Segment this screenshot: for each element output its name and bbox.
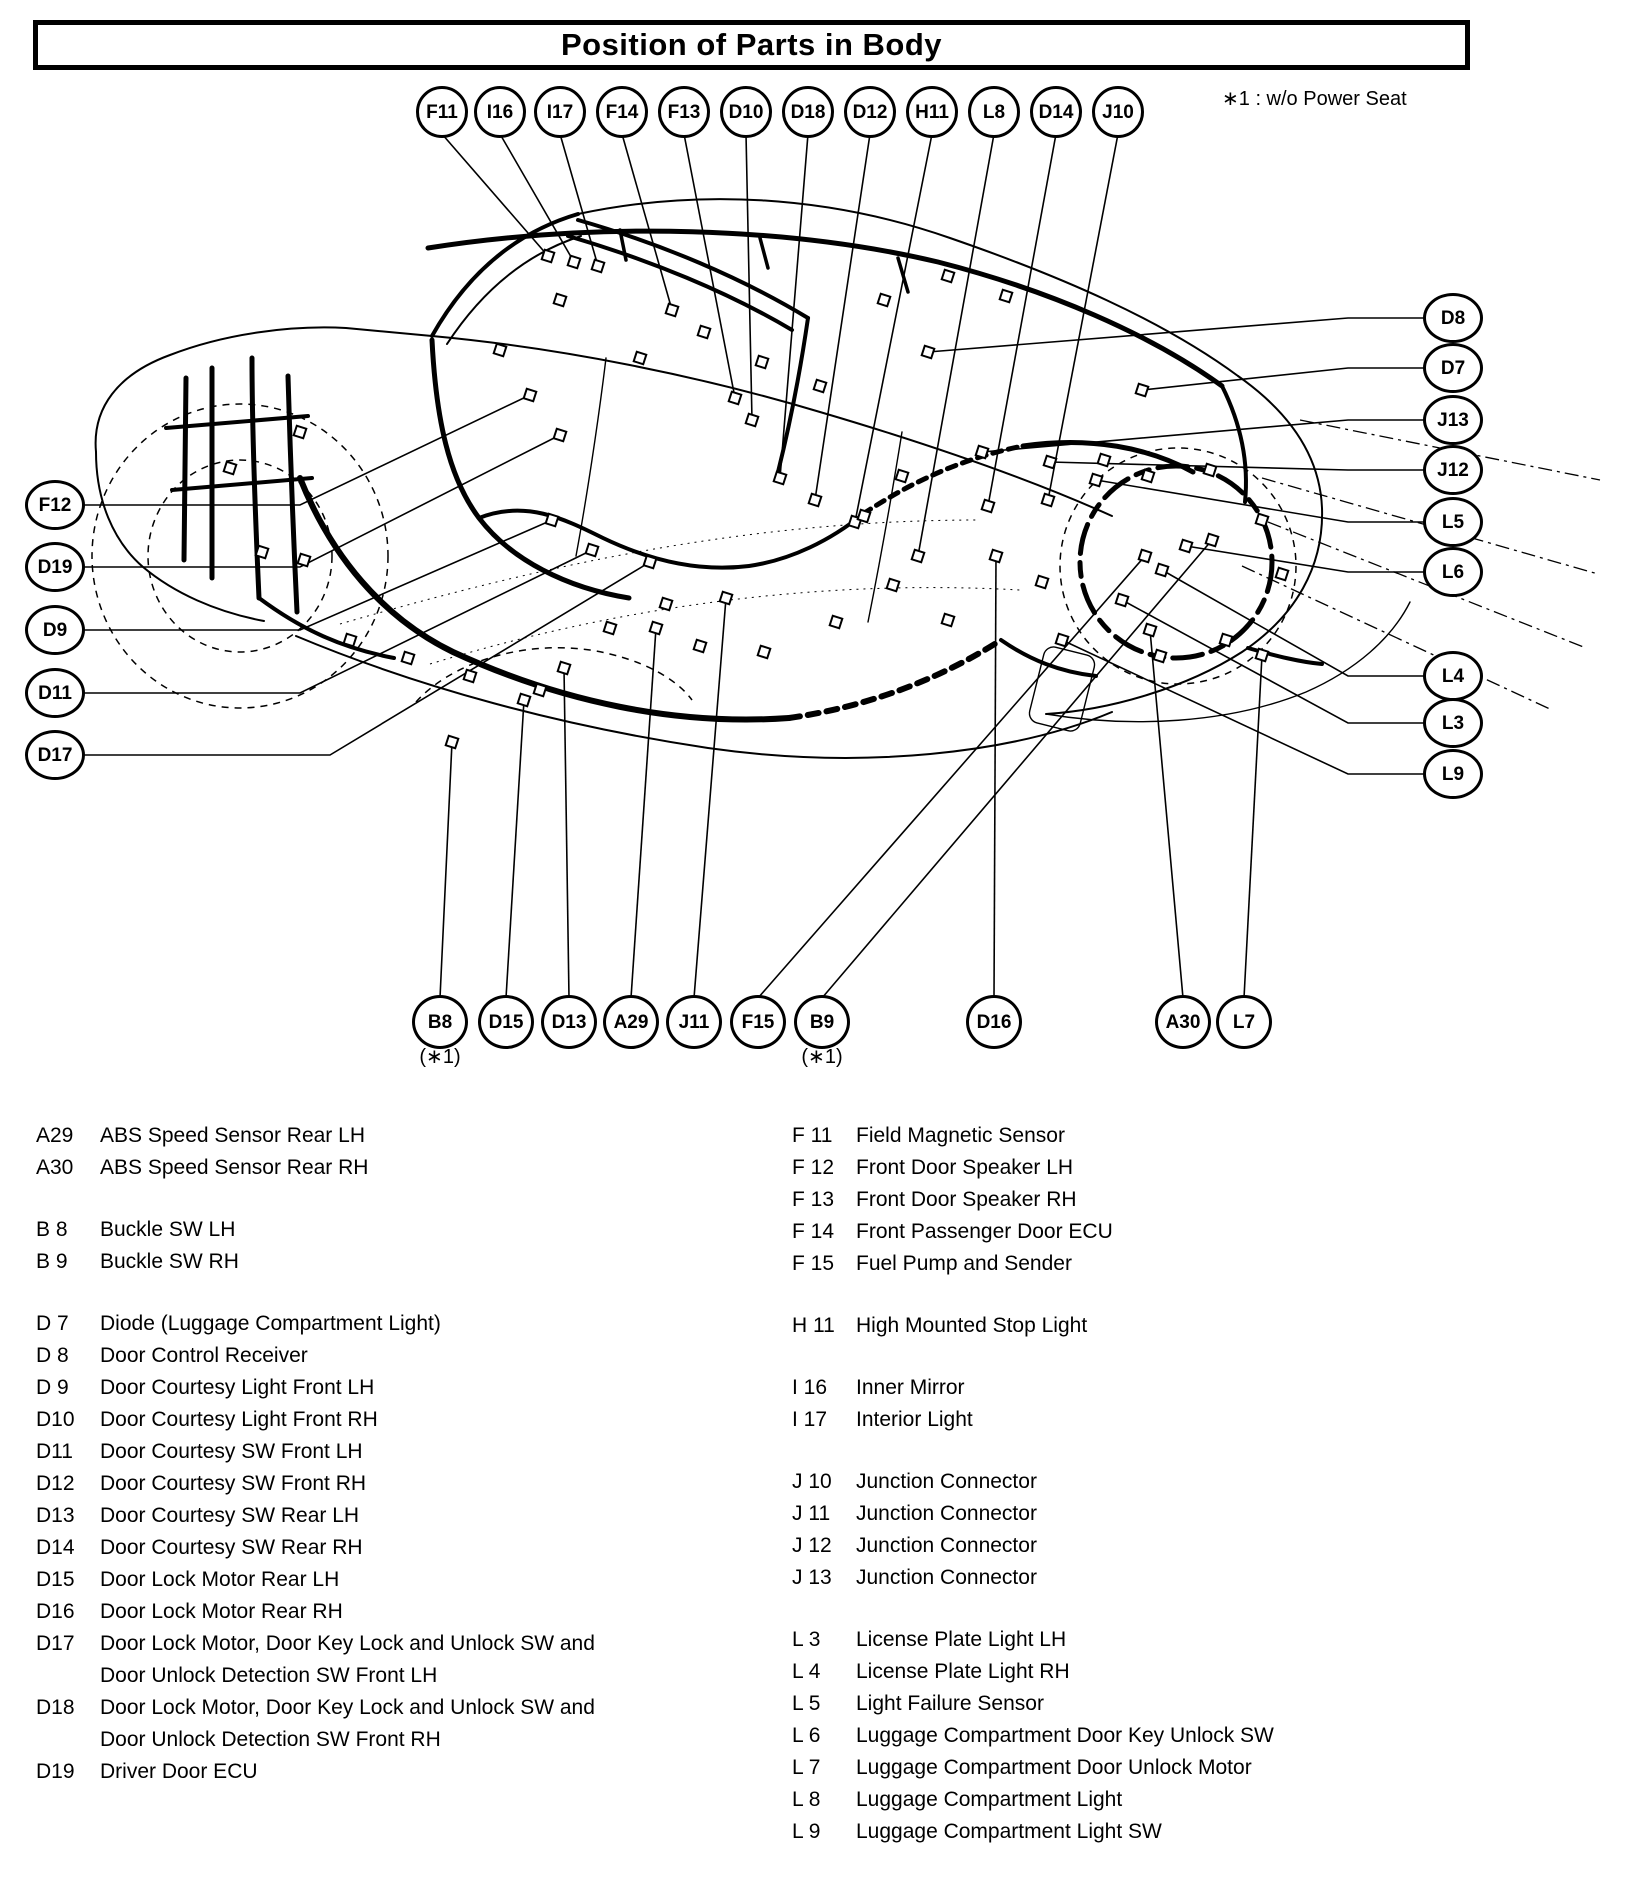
connector-marker <box>494 344 507 357</box>
callout-D11 <box>25 668 85 718</box>
connector-marker <box>756 356 769 369</box>
connector-marker <box>1000 290 1013 303</box>
legend-description: Interior Light <box>856 1408 973 1431</box>
callout-D15 <box>478 995 534 1049</box>
connector-marker <box>990 550 1003 563</box>
connector-marker <box>1139 550 1152 563</box>
legend-group <box>792 1310 1592 1342</box>
connector-marker <box>660 598 673 611</box>
leader-line-J13 <box>982 420 1427 452</box>
legend-code: D14 <box>36 1536 75 1559</box>
legend-column-right <box>792 1120 1592 1878</box>
connector-marker <box>758 646 771 659</box>
legend-description: Junction Connector <box>856 1470 1037 1493</box>
callout-D8 <box>1423 293 1483 343</box>
connector-marker <box>1206 534 1219 547</box>
legend-description: Door Courtesy SW Front RH <box>100 1472 367 1495</box>
legend-code: B 8 <box>36 1218 68 1241</box>
legend-row-D17 <box>36 1628 746 1692</box>
legend-description: Diode (Luggage Compartment Light) <box>100 1312 441 1335</box>
legend-description: Fuel Pump and Sender <box>856 1252 1072 1275</box>
connector-marker <box>294 426 307 439</box>
connector-marker <box>344 634 357 647</box>
callout-label: L4 <box>1441 665 1465 687</box>
connector-marker <box>518 694 531 707</box>
callout-label: L3 <box>1441 712 1465 734</box>
legend-row-B9 <box>36 1246 746 1278</box>
legend-row-J13 <box>792 1562 1592 1594</box>
connector-marker <box>878 294 891 307</box>
connector-marker <box>1044 456 1057 469</box>
callout-label: L7 <box>1232 1011 1256 1033</box>
connector-marker <box>976 446 989 459</box>
legend-code: A30 <box>36 1156 74 1179</box>
callout-L9 <box>1423 749 1483 799</box>
callout-label: L6 <box>1441 561 1465 583</box>
legend-description: Junction Connector <box>856 1566 1037 1589</box>
callout-F14 <box>596 86 648 138</box>
callout-D10 <box>720 86 772 138</box>
callout-L5 <box>1423 497 1483 547</box>
legend-code: H 11 <box>792 1314 835 1337</box>
connector-marker <box>644 556 657 569</box>
legend-row-F13 <box>792 1184 1592 1216</box>
legend-row-L3 <box>792 1624 1592 1656</box>
callout-label: A29 <box>613 1011 649 1033</box>
legend-code: I 16 <box>792 1376 828 1399</box>
callout-label: H11 <box>915 101 949 123</box>
connector-marker <box>774 472 787 485</box>
callout-B8 <box>412 995 468 1068</box>
connector-marker <box>858 510 871 523</box>
power-seat-footnote: ∗1 : w/o Power Seat <box>1222 88 1407 110</box>
connector-marker <box>1154 650 1167 663</box>
legend-description: Front Door Speaker RH <box>856 1188 1077 1211</box>
legend-row-L6 <box>792 1720 1592 1752</box>
connector-marker <box>698 326 711 339</box>
callout-label: L8 <box>982 101 1006 123</box>
legend-row-J10 <box>792 1466 1592 1498</box>
callout-label: L9 <box>1441 763 1465 785</box>
legend-row-J12 <box>792 1530 1592 1562</box>
leader-line-B9 <box>822 540 1212 998</box>
leader-line-D8 <box>928 318 1427 352</box>
callout-label: D14 <box>1038 101 1074 123</box>
callout-I16 <box>474 86 526 138</box>
leader-line-F13 <box>684 134 735 398</box>
connector-marker <box>546 514 559 527</box>
legend-code: L 7 <box>792 1756 821 1779</box>
legend-description: Door Lock Motor Rear LH <box>100 1568 340 1591</box>
legend-code: F 12 <box>792 1156 835 1179</box>
callout-F11 <box>416 86 468 138</box>
connector-marker <box>402 652 415 665</box>
connector-marker <box>1116 594 1129 607</box>
connector-marker <box>1256 514 1269 527</box>
callout-label: J11 <box>678 1011 710 1033</box>
legend-code: L 3 <box>792 1628 821 1651</box>
connector-marker <box>524 389 537 402</box>
legend-group <box>792 1624 1592 1848</box>
legend-group <box>36 1308 746 1788</box>
connector-marker <box>298 554 311 567</box>
legend-code: D18 <box>36 1696 75 1719</box>
connector-marker <box>922 346 935 359</box>
legend-description: License Plate Light LH <box>856 1628 1067 1651</box>
callout-footnote-mark: (∗1) <box>419 1046 461 1068</box>
legend-code: D10 <box>36 1408 75 1431</box>
legend-code: L 8 <box>792 1788 821 1811</box>
callout-L8 <box>968 86 1020 138</box>
callout-D7 <box>1423 343 1483 393</box>
legend-row-F14 <box>792 1216 1592 1248</box>
legend-row-L7 <box>792 1752 1592 1784</box>
connector-marker <box>1036 576 1049 589</box>
legend-row-H11 <box>792 1310 1592 1342</box>
connector-marker <box>1136 384 1149 397</box>
legend-group <box>792 1120 1592 1280</box>
callout-L4 <box>1423 651 1483 701</box>
connector-marker <box>830 616 843 629</box>
leader-line-L9 <box>1062 640 1427 774</box>
legend-description: ABS Speed Sensor Rear RH <box>100 1156 369 1179</box>
legend-row-D13 <box>36 1500 746 1532</box>
legend-description: Door Courtesy Light Front RH <box>100 1408 378 1431</box>
legend-description: Luggage Compartment Door Unlock Motor <box>856 1756 1252 1779</box>
connector-marker <box>1276 568 1289 581</box>
callout-J12 <box>1423 445 1483 495</box>
legend-row-L4 <box>792 1656 1592 1688</box>
legend-code: D16 <box>36 1600 75 1623</box>
callout-label: I16 <box>486 101 514 123</box>
leader-line-D7 <box>1142 368 1427 390</box>
legend-code: I 17 <box>792 1408 828 1431</box>
callout-D16 <box>966 995 1022 1049</box>
callout-L7 <box>1216 995 1272 1049</box>
legend-code: F 11 <box>792 1124 833 1147</box>
legend-row-D9 <box>36 1372 746 1404</box>
callout-label: D7 <box>1440 357 1466 379</box>
connector-marker <box>942 270 955 283</box>
legend-row-A29 <box>36 1120 746 1152</box>
legend-code: B 9 <box>36 1250 68 1273</box>
legend-row-D19 <box>36 1756 746 1788</box>
legend-row-F11 <box>792 1120 1592 1152</box>
leader-line-H11 <box>855 134 932 522</box>
connector-marker <box>694 640 707 653</box>
connector-marker <box>592 260 605 273</box>
legend-code: J 11 <box>792 1502 831 1525</box>
callout-footnote-mark: (∗1) <box>801 1046 843 1068</box>
harness-connectors <box>224 270 1289 697</box>
connector-marker <box>534 684 547 697</box>
connector-marker <box>1090 474 1103 487</box>
callout-label: D9 <box>42 619 68 641</box>
legend-description: High Mounted Stop Light <box>856 1314 1088 1337</box>
callout-label: J12 <box>1437 459 1469 481</box>
leader-line-D13 <box>564 668 569 998</box>
connector-marker <box>256 546 269 559</box>
callout-A29 <box>603 995 659 1049</box>
leader-line-D12 <box>815 134 870 500</box>
connector-marker <box>887 579 900 592</box>
callout-label: D10 <box>728 101 764 123</box>
legend-code: D 8 <box>36 1344 69 1367</box>
legend-description: Light Failure Sensor <box>856 1692 1044 1715</box>
connector-marker <box>554 429 567 442</box>
connector-marker <box>554 294 567 307</box>
legend-row-D7 <box>36 1308 746 1340</box>
callout-F12 <box>25 480 85 530</box>
callout-label: F12 <box>38 494 72 516</box>
callout-D17 <box>25 730 85 780</box>
legend-row-I17 <box>792 1404 1592 1436</box>
connector-marker <box>542 250 555 263</box>
callout-L3 <box>1423 698 1483 748</box>
callout-label: D19 <box>37 556 73 578</box>
callout-L6 <box>1423 547 1483 597</box>
connector-marker <box>912 550 925 563</box>
legend-description: Junction Connector <box>856 1502 1037 1525</box>
page-title: Position of Parts in Body <box>560 27 943 62</box>
legend-description: ABS Speed Sensor Rear LH <box>100 1124 365 1147</box>
callout-J10 <box>1092 86 1144 138</box>
callout-B9 <box>794 995 850 1068</box>
connector-marker <box>634 352 647 365</box>
callout-D9 <box>25 605 85 655</box>
legend-code: D15 <box>36 1568 75 1591</box>
connector-marker <box>1144 624 1157 637</box>
leader-line-D9 <box>80 520 552 630</box>
callout-label: J13 <box>1437 409 1469 431</box>
leader-line-L6 <box>1186 546 1427 572</box>
connector-marker <box>1142 470 1155 483</box>
callout-A30 <box>1155 995 1211 1049</box>
callout-label: B9 <box>809 1011 835 1033</box>
callout-label: A30 <box>1165 1011 1201 1033</box>
connector-marker <box>650 622 663 635</box>
leader-line-L3 <box>1122 600 1427 723</box>
connector-marker <box>666 304 679 317</box>
connector-marker <box>746 414 759 427</box>
connector-marker <box>942 614 955 627</box>
callout-D12 <box>844 86 896 138</box>
legend-row-J11 <box>792 1498 1592 1530</box>
legend-description: Driver Door ECU <box>100 1760 258 1783</box>
callout-label: D17 <box>37 744 73 766</box>
callout-D14 <box>1030 86 1082 138</box>
legend-code: L 5 <box>792 1692 821 1715</box>
legend-description: Front Door Speaker LH <box>856 1156 1074 1179</box>
callout-F13 <box>658 86 710 138</box>
legend-description: Buckle SW RH <box>100 1250 239 1273</box>
legend-code: D 7 <box>36 1312 69 1335</box>
legend-row-D11 <box>36 1436 746 1468</box>
legend-code: D19 <box>36 1760 75 1783</box>
legend-code: D17 <box>36 1632 75 1655</box>
legend-code: D 9 <box>36 1376 69 1399</box>
callout-label: D13 <box>551 1011 587 1033</box>
legend-code: J 10 <box>792 1470 832 1493</box>
leader-line-D10 <box>746 134 752 420</box>
legend-group <box>792 1372 1592 1436</box>
connector-marker <box>464 670 477 683</box>
connector-marker <box>558 662 571 675</box>
legend-row-L9 <box>792 1816 1592 1848</box>
callout-H11 <box>906 86 958 138</box>
legend-code: L 9 <box>792 1820 821 1843</box>
callout-label: B8 <box>427 1011 453 1033</box>
callout-label: F11 <box>426 101 458 123</box>
legend-description: Front Passenger Door ECU <box>856 1220 1113 1243</box>
legend-row-L8 <box>792 1784 1592 1816</box>
leader-line-L8 <box>918 134 994 556</box>
legend-description: Door Lock Motor Rear RH <box>100 1600 343 1623</box>
legend-description: Field Magnetic Sensor <box>856 1124 1065 1147</box>
legend-group <box>792 1466 1592 1594</box>
leader-line-B8 <box>440 742 452 998</box>
legend-code: A29 <box>36 1124 74 1147</box>
legend-description: Door Courtesy SW Rear RH <box>100 1536 363 1559</box>
callout-label: D16 <box>976 1011 1012 1033</box>
legend-code: L 6 <box>792 1724 821 1747</box>
connector-marker <box>1204 464 1217 477</box>
legend-code: D13 <box>36 1504 75 1527</box>
callout-label: L5 <box>1441 511 1465 533</box>
connector-marker <box>814 380 827 393</box>
legend-description: Door Control Receiver <box>100 1344 308 1367</box>
callout-I17 <box>534 86 586 138</box>
legend-group <box>36 1120 746 1184</box>
legend-description: License Plate Light RH <box>856 1660 1070 1683</box>
legend-description: Inner Mirror <box>856 1376 965 1399</box>
legend-code: F 13 <box>792 1188 835 1211</box>
leader-line-D15 <box>506 700 524 998</box>
callout-D18 <box>782 86 834 138</box>
legend-description: Luggage Compartment Light SW <box>856 1820 1162 1843</box>
connector-marker <box>982 500 995 513</box>
callout-label: D8 <box>1440 307 1466 329</box>
connector-marker <box>568 256 581 269</box>
legend-column-left <box>36 1120 746 1818</box>
leader-line-J11 <box>694 598 726 998</box>
connector-marker <box>729 392 742 405</box>
legend-description: Door Lock Motor, Door Key Lock and Unlock SW and Door Unlock Detection SW Front LH <box>100 1632 595 1687</box>
callout-D19 <box>25 542 85 592</box>
legend-code: D12 <box>36 1472 75 1495</box>
connector-marker <box>586 544 599 557</box>
callout-label: F13 <box>667 101 701 123</box>
legend-row-A30 <box>36 1152 746 1184</box>
legend-code: L 4 <box>792 1660 821 1683</box>
legend-row-D16 <box>36 1596 746 1628</box>
legend-description: Door Courtesy SW Rear LH <box>100 1504 360 1527</box>
callout-label: D15 <box>488 1011 524 1033</box>
legend-row-D10 <box>36 1404 746 1436</box>
callout-J13 <box>1423 395 1483 445</box>
callout-label: F14 <box>605 101 639 123</box>
connector-marker <box>809 494 822 507</box>
legend-description: Luggage Compartment Light <box>856 1788 1123 1811</box>
connector-marker <box>1180 540 1193 553</box>
legend-code: F 14 <box>792 1220 835 1243</box>
leader-line-L7 <box>1244 655 1262 998</box>
connector-marker <box>896 470 909 483</box>
callout-label: D18 <box>790 101 826 123</box>
callout-D13 <box>541 995 597 1049</box>
connector-marker <box>1098 454 1111 467</box>
connector-marker <box>1042 494 1055 507</box>
legend-row-L5 <box>792 1688 1592 1720</box>
legend-description: Junction Connector <box>856 1534 1037 1557</box>
connector-marker <box>1220 634 1233 647</box>
legend-row-D15 <box>36 1564 746 1596</box>
legend-description: Luggage Compartment Door Key Unlock SW <box>856 1724 1274 1747</box>
legend-code: J 12 <box>792 1534 832 1557</box>
leader-line-A29 <box>631 628 656 998</box>
connector-marker <box>446 736 459 749</box>
legend-row-F12 <box>792 1152 1592 1184</box>
leader-line-D16 <box>994 556 996 998</box>
legend-row-D14 <box>36 1532 746 1564</box>
connector-marker <box>1156 564 1169 577</box>
leader-line-F14 <box>622 134 672 310</box>
connector-marker <box>604 622 617 635</box>
legend-code: D11 <box>36 1440 73 1463</box>
callout-J11 <box>666 995 722 1049</box>
legend-code: J 13 <box>792 1566 832 1589</box>
legend-row-I16 <box>792 1372 1592 1404</box>
legend-row-F15 <box>792 1248 1592 1280</box>
legend-description: Door Lock Motor, Door Key Lock and Unlock SW and Door Unlock Detection SW Front RH <box>100 1696 595 1751</box>
legend-row-B8 <box>36 1214 746 1246</box>
legend-group <box>36 1214 746 1278</box>
legend-row-D18 <box>36 1692 746 1756</box>
connector-marker <box>224 462 237 475</box>
callout-F15 <box>730 995 786 1049</box>
legend-description: Door Courtesy SW Front LH <box>100 1440 363 1463</box>
callout-label: I17 <box>546 101 574 123</box>
legend-description: Door Courtesy Light Front LH <box>100 1376 375 1399</box>
legend-row-D12 <box>36 1468 746 1500</box>
callout-label: D11 <box>38 682 72 704</box>
callout-label: F15 <box>741 1011 775 1033</box>
connector-marker <box>1056 634 1069 647</box>
legend-description: Buckle SW LH <box>100 1218 236 1241</box>
legend-row-D8 <box>36 1340 746 1372</box>
connector-marker <box>1256 649 1269 662</box>
callout-label: J10 <box>1102 101 1134 123</box>
connector-marker <box>720 592 733 605</box>
legend-code: F 15 <box>792 1252 835 1275</box>
wheel-arcs <box>92 404 1296 708</box>
callout-label: D12 <box>852 101 888 123</box>
